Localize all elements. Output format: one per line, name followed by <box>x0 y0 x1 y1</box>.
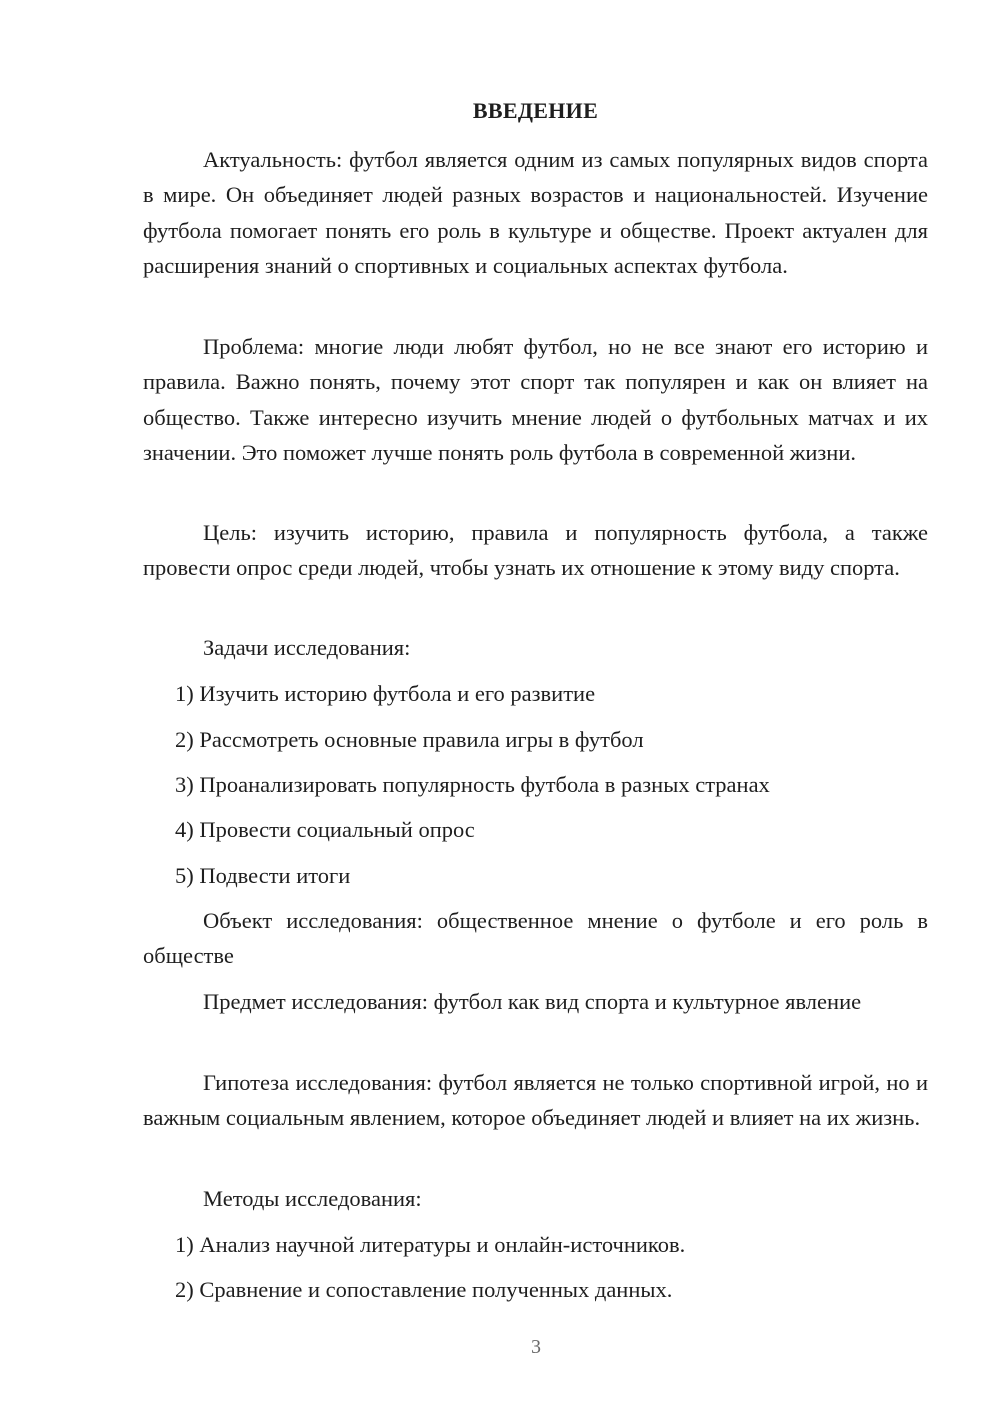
task-item-4: 4) Провести социальный опрос <box>175 817 475 842</box>
task-item-2: 2) Рассмотреть основные правила игры в футбол <box>175 727 644 752</box>
method-item-1: 1) Анализ научной литературы и онлайн-источников. <box>175 1232 686 1257</box>
method-item-2: 2) Сравнение и сопоставление полученных данных. <box>175 1277 673 1302</box>
task-item-5: 5) Подвести итоги <box>175 863 351 888</box>
task-item-3: 3) Проанализировать популярность футбола в разных странах <box>175 772 770 797</box>
task-item-1: 1) Изучить историю футбола и его развитие <box>175 681 596 706</box>
tasks-heading: Задачи исследования: <box>203 635 411 660</box>
page-number: 3 <box>531 1336 541 1358</box>
methods-heading: Методы исследования: <box>203 1186 422 1211</box>
problem-paragraph: Проблема: многие люди любят футбол, но не все знают его историю и правила. Важно понять, почему этот спорт так популярен и как он влияет на общество. Также интересно изучить мнение людей о футбольных матчах и их значении. Это поможет лучше понять роль футбола в современной жизни. <box>143 334 928 465</box>
relevance-paragraph: Актуальность: футбол является одним из самых популярных видов спорта в мире. Он объединяет людей разных возрастов и национальностей. Изучение футбола помогает понять его роль в культуре и обществе. Проект актуален для расширения знаний о спортивных и социальных аспектах футбола. <box>143 147 928 278</box>
hypothesis-paragraph: Гипотеза исследования: футбол является не только спортивной игрой, но и важным социальным явлением, которое объединяет людей и влияет на их жизнь. <box>143 1070 928 1131</box>
goal-paragraph: Цель: изучить историю, правила и популярность футбола, а также провести опрос среди людей, чтобы узнать их отношение к этому виду спорта. <box>143 520 928 581</box>
section-heading: ВВЕДЕНИЕ <box>472 98 599 123</box>
object-paragraph: Объект исследования: общественное мнение о футболе и его роль в обществе <box>143 908 928 969</box>
subject-paragraph: Предмет исследования: футбол как вид спорта и культурное явление <box>203 989 862 1014</box>
